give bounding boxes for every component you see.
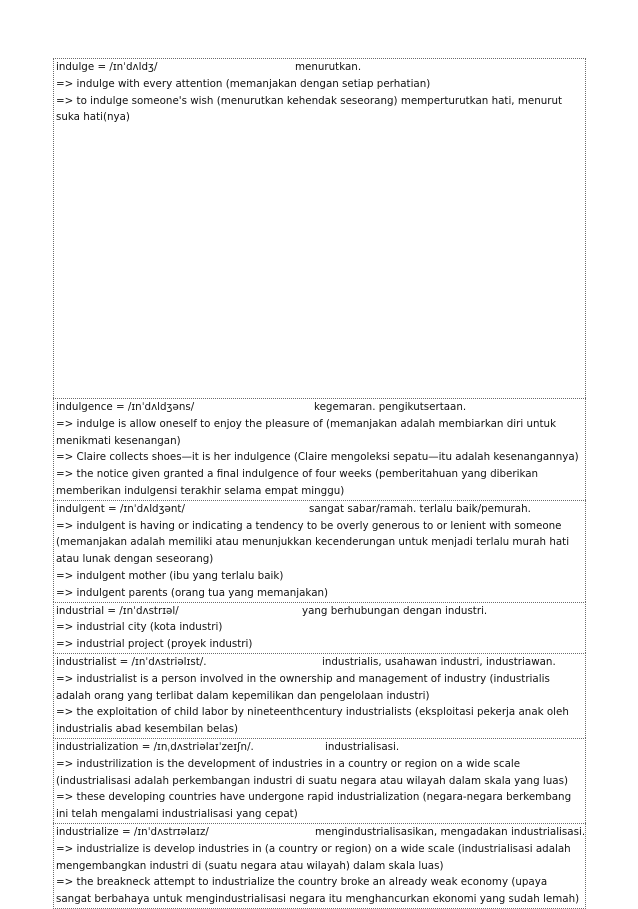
headword: industrialist = /ɪnˈdʌstriəlɪst/. [56, 655, 207, 668]
example-line: => these developing countries have undergone rapid industrialization (negara-negara berkembang ini telah mengalami industrialisasi yang cepat) [56, 791, 572, 821]
translation: menurutkan. [295, 61, 362, 73]
entry-head [56, 59, 583, 76]
example-line: => industrialist is a person involved in the ownership and management of industry (industrialis adalah orang yang terlibat dalam kepemilikan dan pengelolaan industri) [56, 672, 550, 702]
entry-head [56, 501, 583, 518]
entry-head [56, 399, 583, 416]
headword: industrialization = /ɪnˌdʌstriəlaɪˈzeɪʃn/. [56, 740, 254, 753]
example-line: => industrial city (kota industri) [56, 621, 223, 634]
example-line: => indulge with every attention (memanjakan dengan setiap perhatian) [56, 77, 431, 90]
entry-industrialization [53, 738, 586, 823]
example-line: => industrial project (proyek industri) [56, 638, 253, 651]
example-line: => indulgent parents (orang tua yang memanjakan) [56, 586, 329, 599]
example-line: => indulgent is having or indicating a tendency to be overly generous to or lenient with someone (memanjakan adalah memiliki atau menunjukkan kecenderungan untuk menjadi terlalu murah hati atau lunak dengan seseorang) [56, 519, 570, 566]
example-line: => Claire collects shoes—it is her indulgence (Claire mengoleksi sepatu—itu adalah kesenangannya) [56, 451, 579, 464]
example-line: => to indulge someone's wish (menurutkan kehendak seseorang) memperturutkan hati, menurut suka hati(nya) [56, 94, 563, 124]
example-line: => indulge is allow oneself to enjoy the pleasure of (memanjakan adalah membiarkan diri untuk menikmati kesenangan) [56, 417, 557, 447]
headword: indulge = /ɪnˈdʌldʒ/ [56, 61, 158, 73]
translation: industrialisasi. [325, 740, 400, 753]
translation: mengindustrialisasikan, mengadakan industrialisasi. [315, 825, 586, 838]
headword: indulgence = /ɪnˈdʌldʒəns/ [56, 401, 195, 413]
translation: yang berhubungan dengan industri. [302, 604, 488, 617]
headword: industrialize = /ɪnˈdʌstrɪəlaɪz/ [56, 825, 209, 838]
entry-industrialist [53, 653, 586, 738]
translation: kegemaran. pengikutsertaan. [314, 401, 467, 413]
entry-indulgence [53, 398, 586, 500]
example-line: => indulgent mother (ibu yang terlalu baik) [56, 569, 284, 582]
example-line: => industrilization is the development of industries in a country or region on a wide scale (industrialisasi adalah perkembangan industri di suatu negara atau wilayah dalam skala yang luas) [56, 757, 568, 787]
headword: indulgent = /ɪnˈdʌldʒənt/ [56, 502, 185, 515]
example-line: => the notice given granted a final indulgence of four weeks (pemberitahuan yang diberikan memberikan indulgensi terakhir selama empat minggu) [56, 468, 539, 497]
translation: industrialis, usahawan industri, industriawan. [322, 655, 556, 668]
example-line: => industrialize is develop industries in (a country or region) on a wide scale (industrialisasi adalah mengembangkan industri di (suatu negara atau wilayah) dalam skala luas) [56, 842, 571, 872]
entry-indulge [53, 58, 586, 398]
entry-head [56, 603, 583, 620]
example-line: => the breakneck attempt to industrialize the country broke an already weak economy (upaya sangat berbahaya untuk mengindustrialisasi negara itu menghancurkan ekonomi yang sudah lemah) [56, 876, 580, 906]
translation: sangat sabar/ramah. terlalu baik/pemurah. [309, 502, 531, 515]
example-line: => the exploitation of child labor by nineteenthcentury industrialists (eksploitasi pekerja anak oleh industrialis abad kesembilan belas) [56, 706, 569, 736]
entry-indulgent [53, 500, 586, 602]
headword: industrial = /ɪnˈdʌstrɪəl/ [56, 604, 179, 617]
entry-industrialize [53, 823, 586, 909]
entry-head [56, 654, 583, 671]
entry-industrial [53, 602, 586, 653]
dictionary-page [53, 58, 586, 909]
entry-head [56, 739, 583, 756]
entry-head [56, 824, 586, 841]
